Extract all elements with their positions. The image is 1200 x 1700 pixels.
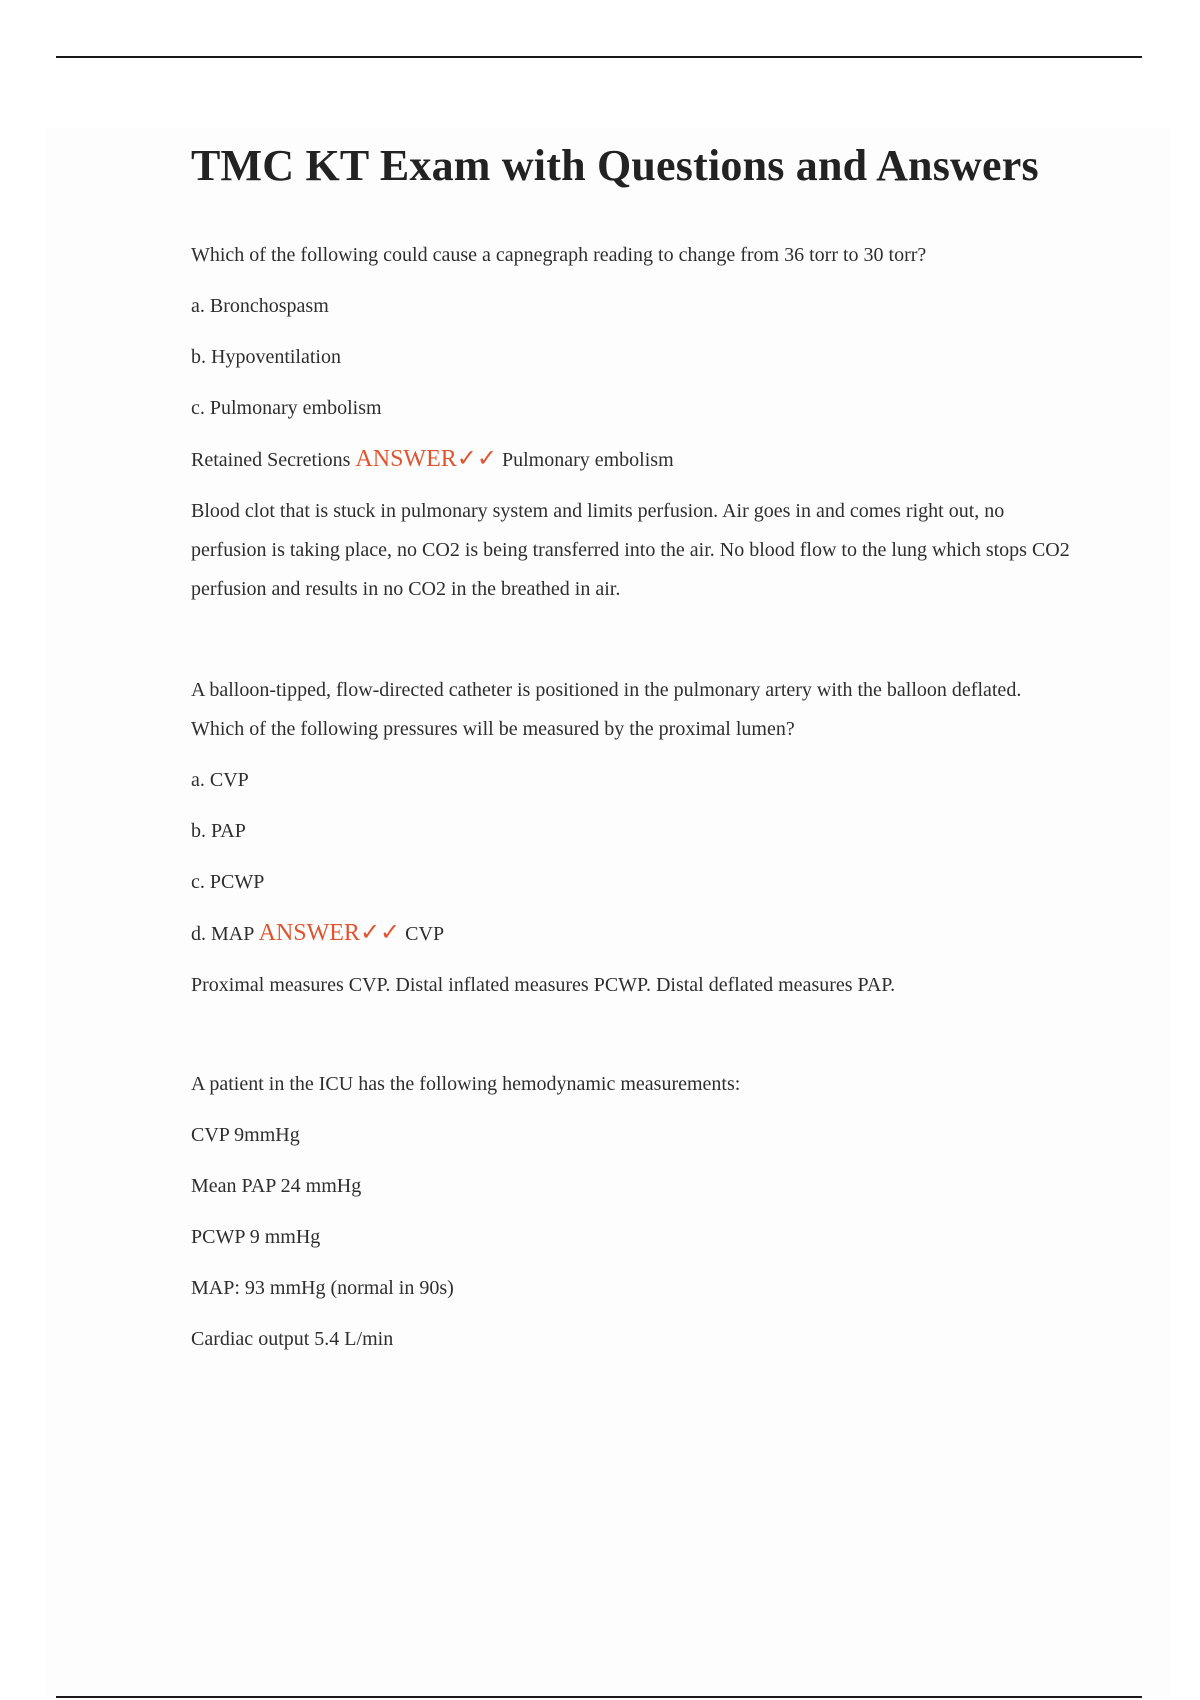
spacer <box>191 621 1071 671</box>
document-body <box>191 140 1071 1371</box>
answer-line <box>191 914 1071 954</box>
measurement-line: Mean PAP 24 mmHg <box>191 1175 362 1197</box>
answer-text: Pulmonary embolism <box>501 449 674 471</box>
option-item: a. Bronchospasm <box>191 295 329 317</box>
question-block-1 <box>191 236 1071 609</box>
option-item: b. Hypoventilation <box>191 346 341 368</box>
answer-tag: ANSWER✓✓ <box>258 920 401 946</box>
answer-line <box>191 440 1071 480</box>
question-prompt: Which of the following could cause a capnegraph reading to change from 36 torr to 30 torr? <box>191 244 927 266</box>
option-item: c. Pulmonary embolism <box>191 397 382 419</box>
measurement-line: CVP 9mmHg <box>191 1124 300 1146</box>
measurement-line: MAP: 93 mmHg (normal in 90s) <box>191 1277 454 1299</box>
answer-text: CVP <box>405 923 445 945</box>
top-rule <box>56 56 1142 58</box>
answer-tag: ANSWER✓✓ <box>355 446 497 472</box>
spacer <box>191 1017 1071 1065</box>
answer-explanation: Proximal measures CVP. Distal inflated measures PCWP. Distal deflated measures PAP. <box>191 974 896 996</box>
option-item: a. CVP <box>191 769 249 791</box>
question-prompt: A balloon-tipped, flow-directed catheter is positioned in the pulmonary artery with the balloon deflated. Which of the following pressures will be measured by the proximal lumen? <box>191 679 1022 740</box>
answer-explanation: Blood clot that is stuck in pulmonary system and limits perfusion. Air goes in and comes right out, no perfusion is taking place, no CO2 is being transferred into the air. No blood flow to the lung which stops CO2 perfusion and results in no CO2 in the breathed in air. <box>191 500 1070 600</box>
page-title: TMC KT Exam with Questions and Answers <box>191 141 1039 190</box>
question-block-2 <box>191 671 1071 1005</box>
measurement-line: Cardiac output 5.4 L/min <box>191 1328 394 1350</box>
answer-prefix: d. MAP <box>191 923 254 945</box>
question-prompt: A patient in the ICU has the following hemodynamic measurements: <box>191 1073 741 1095</box>
answer-prefix: Retained Secretions <box>191 449 351 471</box>
bottom-rule <box>56 1696 1142 1698</box>
option-item: c. PCWP <box>191 871 265 893</box>
option-item: b. PAP <box>191 820 246 842</box>
measurement-line: PCWP 9 mmHg <box>191 1226 321 1248</box>
question-block-3 <box>191 1065 1071 1359</box>
